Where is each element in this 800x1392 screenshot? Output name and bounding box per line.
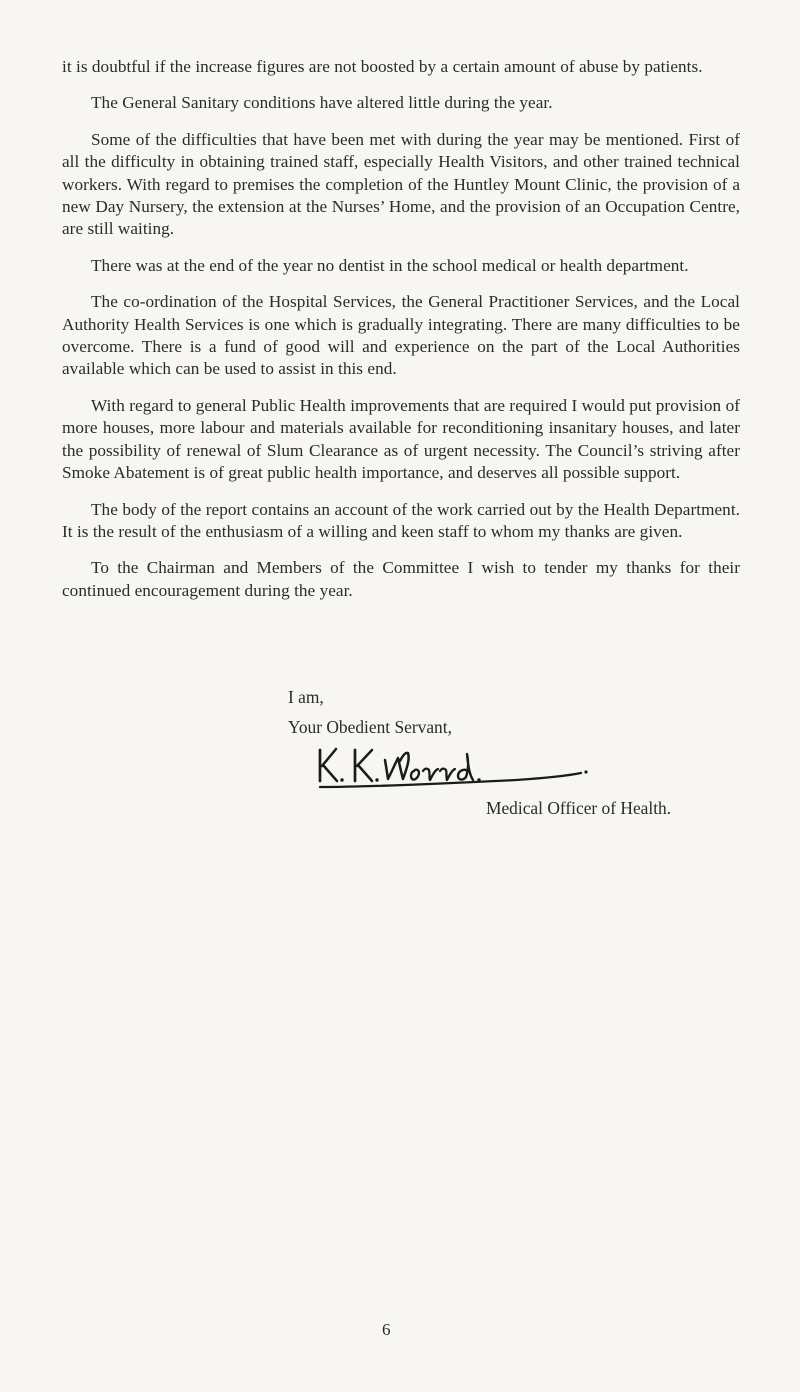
signatory-title: Medical Officer of Health. xyxy=(486,798,672,818)
salutation: I am, xyxy=(288,687,324,707)
document-page xyxy=(62,56,740,616)
paragraph-sanitary-conditions: The General Sanitary conditions have altered little during the year. xyxy=(91,93,553,113)
paragraph-dentist: There was at the end of the year no dentist in the school medical or health department. xyxy=(91,255,689,275)
paragraph-thanks: To the Chairman and Members of the Committee I wish to tender my thanks for their continued encouragement during the year. xyxy=(62,558,740,600)
paragraph-public-health: With regard to general Public Health improvements that are required I would put provision of more houses, more labour and materials available for reconditioning insanitary houses, and later the possibility of renewal of Slum Clearance as of urgent necessity. The Council’s striving after Smoke Abatement is of great public health importance, and deserves all possible support. xyxy=(62,395,740,483)
handwritten-signature xyxy=(316,719,736,789)
paragraph-difficulties: Some of the difficulties that have been met with during the year may be mentioned. First of all the difficulty in obtaining trained staff, especially Health Visitors, and other trained technical workers. With regard to premises the completion of the Huntley Mount Clinic, the provision of a new Day Nursery, the extension at the Nurses’ Home, and the provision of an Occupation Centre, are still waiting. xyxy=(62,129,740,239)
paragraph-abuse: it is doubtful if the increase figures are not boosted by a certain amount of abuse by patients. xyxy=(62,57,703,76)
paragraph-coordination: The co-ordination of the Hospital Services, the General Practitioner Services, and the Local Authority Health Services is one which is gradually integrating. There are many difficulties to be overcome. There is a fund of good will and experience on the part of the Local Authorities available which can be used to assist in this end. xyxy=(62,292,740,379)
paragraph-report-body: The body of the report contains an account of the work carried out by the Health Department. It is the result of the enthusiasm of a willing and keen staff to whom my thanks are given. xyxy=(62,499,740,541)
valediction: Your Obedient Servant, xyxy=(288,717,452,737)
page-number: 6 xyxy=(382,1320,391,1339)
